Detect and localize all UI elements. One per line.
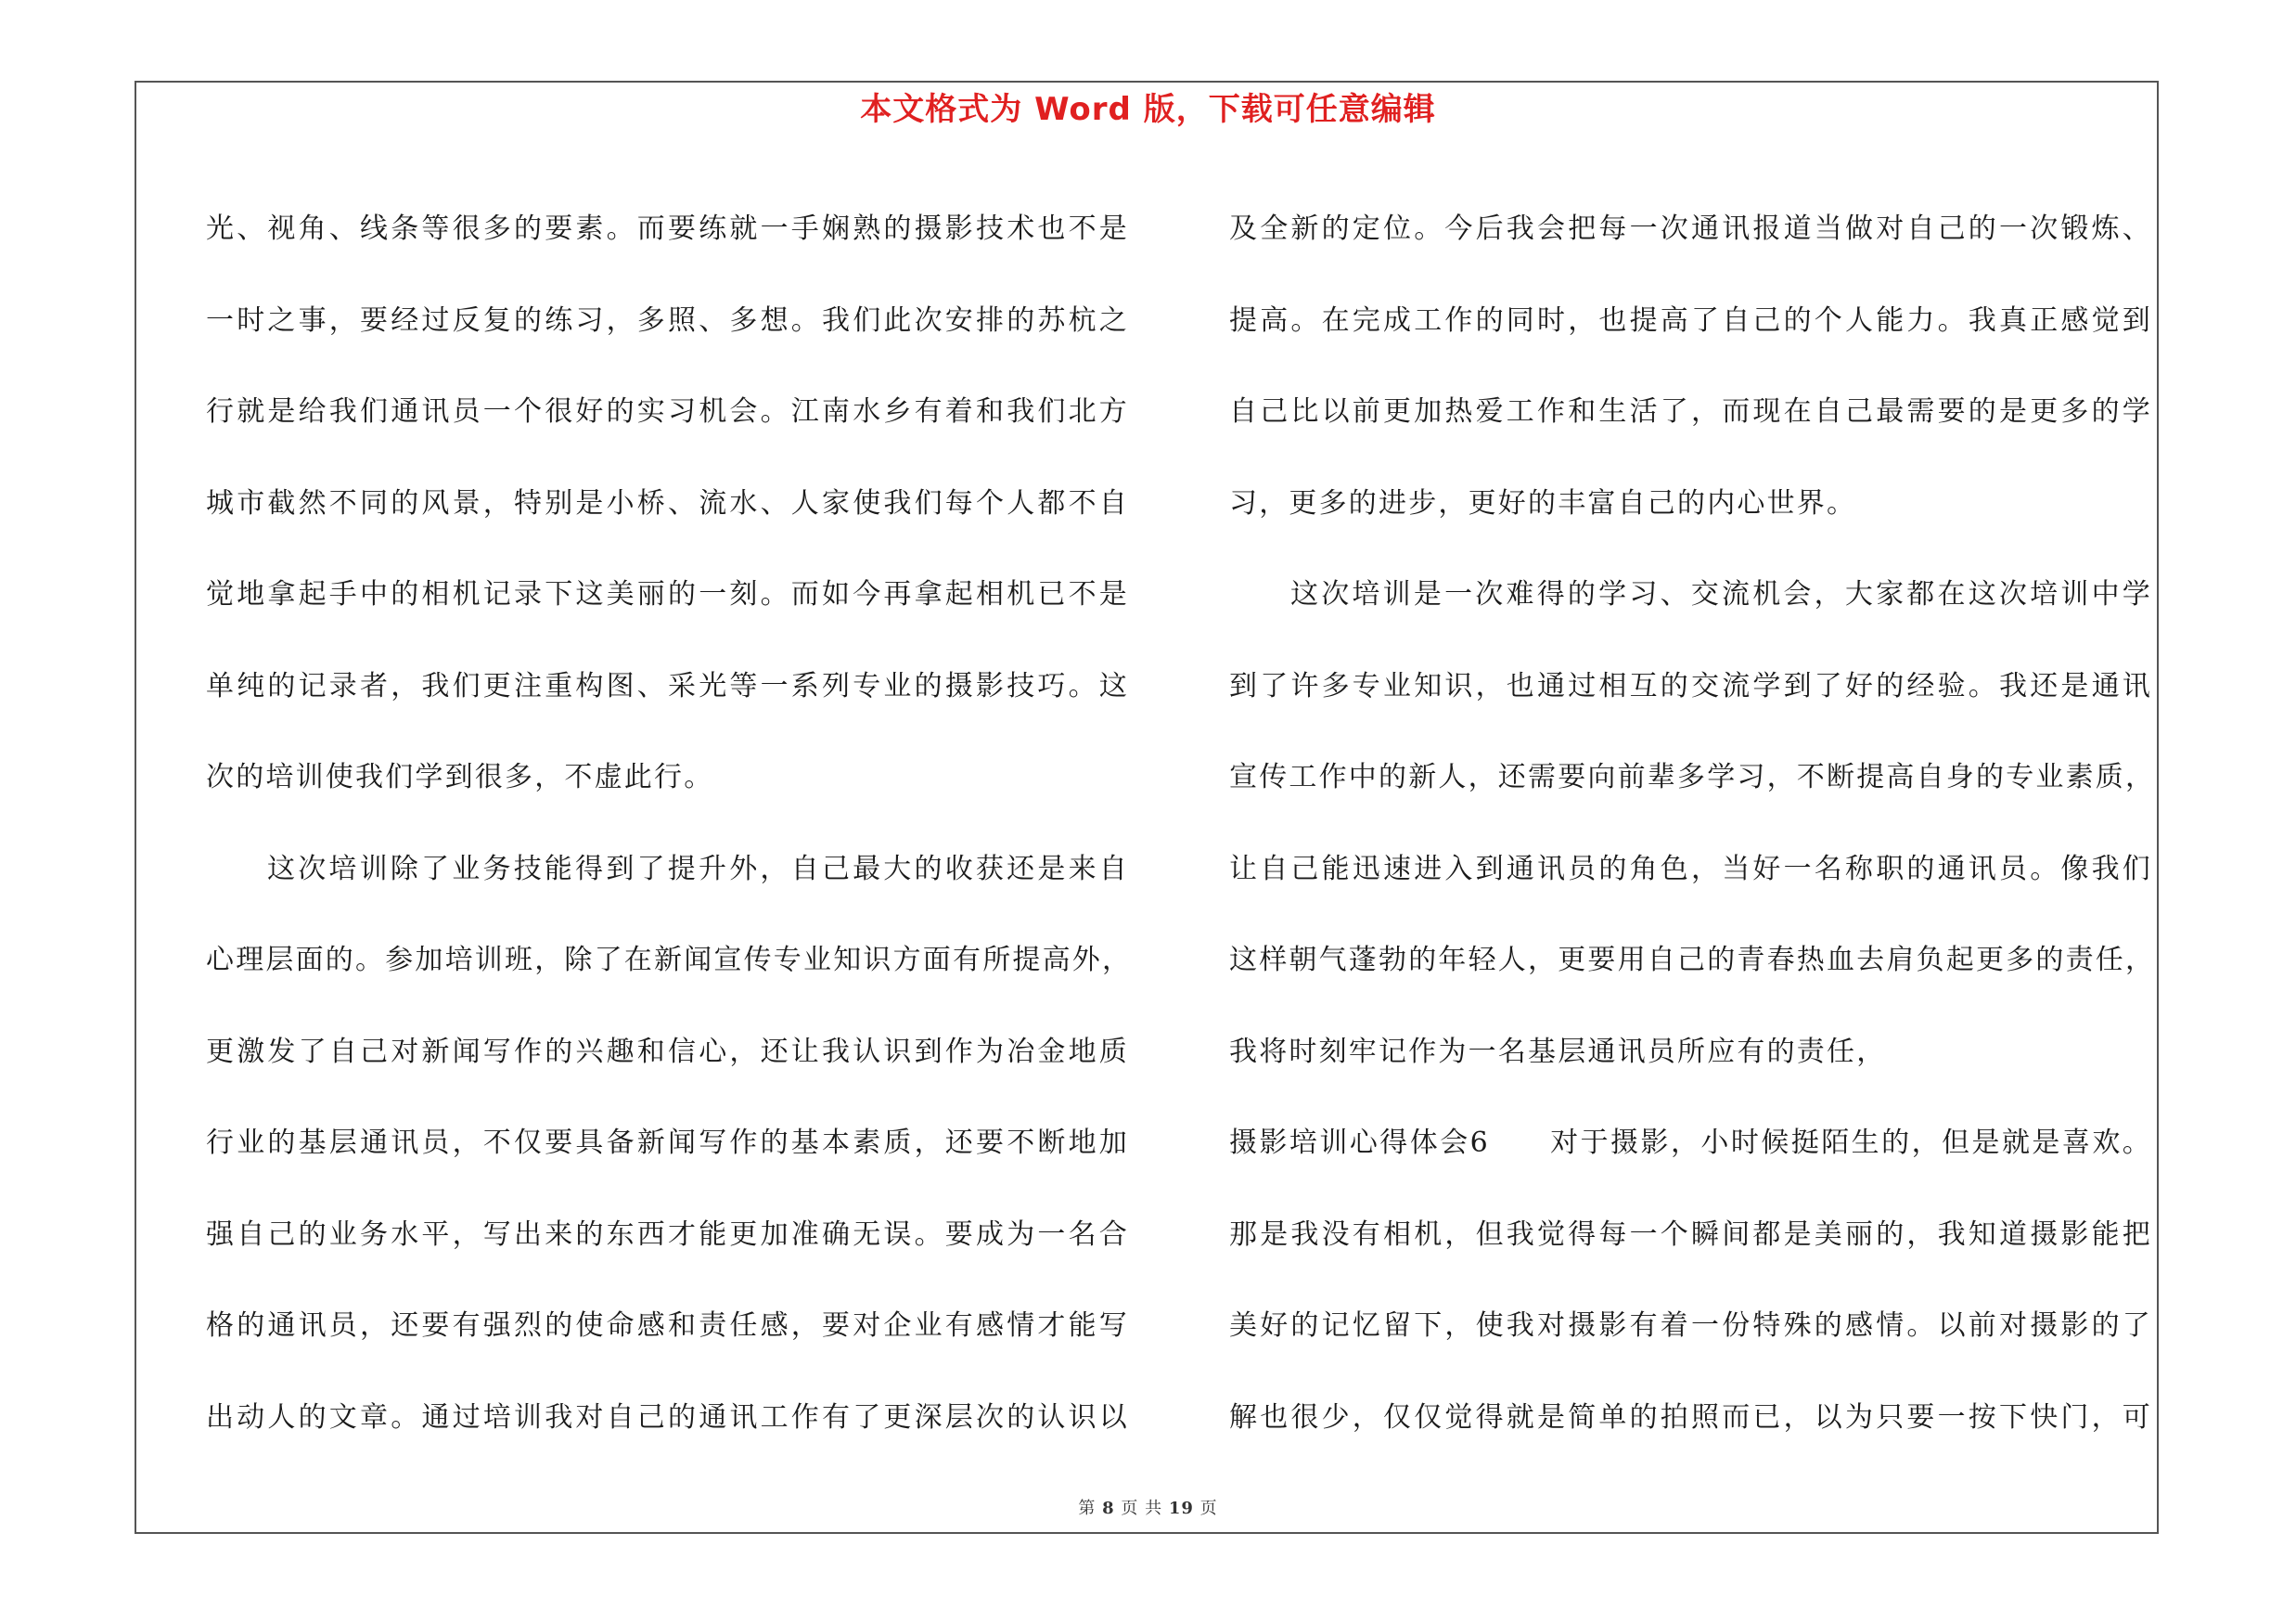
text-line: 格的通讯员，还要有强烈的使命感和责任感，要对企业有感情才能写 (206, 1309, 1129, 1342)
text-line: 这样朝气蓬勃的年轻人，更要用自己的青春热血去肩负起更多的责任， (1229, 944, 2156, 976)
paragraph-start-line: 这次培训除了业务技能得到了提升外，自己最大的收获还是来自 (267, 852, 1129, 885)
paragraph-start-line: 这次培训是一次难得的学习、交流机会，大家都在这次培训中学 (1290, 578, 2152, 611)
text-line: 到了许多专业知识，也通过相互的交流学到了好的经验。我还是通讯 (1229, 669, 2152, 702)
text-line: 强自己的业务水平，写出来的东西才能更加准确无误。要成为一名合 (206, 1217, 1129, 1251)
text-line: 次的培训使我们学到很多，不虚此行。 (206, 761, 714, 793)
page-footer (0, 1495, 2296, 1519)
footer-prefix: 第 (1078, 1499, 1097, 1518)
text-line: 行就是给我们通讯员一个很好的实习机会。江南水乡有着和我们北方 (206, 395, 1129, 428)
text-line: 觉地拿起手中的相机记录下这美丽的一刻。而如今再拿起相机已不是 (206, 578, 1129, 611)
text-line: 出动人的文章。通过培训我对自己的通讯工作有了更深层次的认识以 (206, 1400, 1129, 1434)
text-line: 美好的记忆留下，使我对摄影有着一份特殊的感情。以前对摄影的了 (1229, 1309, 2152, 1342)
text-line: 那是我没有相机，但我觉得每一个瞬间都是美丽的，我知道摄影能把 (1229, 1217, 2152, 1251)
text-line: 行业的基层通讯员，不仅要具备新闻写作的基本素质，还要不断地加 (206, 1127, 1129, 1159)
right-column (1229, 184, 2156, 1463)
text-line: 更激发了自己对新闻写作的兴趣和信心，还让我认识到作为冶金地质 (206, 1035, 1129, 1068)
section-heading-line: 摄影培训心得体会6 对于摄影，小时候挺陌生的，但是就是喜欢。 (1229, 1127, 2152, 1159)
text-line: 单纯的记录者，我们更注重构图、采光等一系列专业的摄影技巧。这 (206, 669, 1129, 702)
text-line: 解也很少，仅仅觉得就是简单的拍照而已，以为只要一按下快门，可 (1229, 1400, 2152, 1434)
footer-middle: 页 共 (1121, 1499, 1163, 1518)
footer-suffix: 页 (1199, 1499, 1218, 1518)
text-line: 及全新的定位。今后我会把每一次通讯报道当做对自己的一次锻炼、 (1229, 213, 2152, 245)
text-line: 光、视角、线条等很多的要素。而要练就一手娴熟的摄影技术也不是 (206, 213, 1129, 245)
text-line: 城市截然不同的风景，特别是小桥、流水、人家使我们每个人都不自 (206, 486, 1129, 520)
header-banner: 本文格式为 Word 版，下载可任意编辑 (860, 91, 1436, 128)
text-line: 提高。在完成工作的同时，也提高了自己的个人能力。我真正感觉到 (1229, 303, 2152, 337)
text-line: 心理层面的。参加培训班，除了在新闻宣传专业知识方面有所提高外， (206, 944, 1133, 976)
text-line: 让自己能迅速进入到通讯员的角色，当好一名称职的通讯员。像我们 (1229, 852, 2152, 885)
total-pages-number: 19 (1168, 1499, 1194, 1518)
text-line: 自己比以前更加热爱工作和生活了，而现在自己最需要的是更多的学 (1229, 395, 2152, 428)
text-line: 习，更多的进步，更好的丰富自己的内心世界。 (1229, 486, 1857, 520)
text-line: 我将时刻牢记作为一名基层通讯员所应有的责任， (1229, 1035, 1887, 1068)
left-column (206, 184, 1133, 1463)
text-line: 一时之事，要经过反复的练习，多照、多想。我们此次安排的苏杭之 (206, 303, 1129, 337)
text-line: 宣传工作中的新人，还需要向前辈多学习，不断提高自身的专业素质， (1229, 761, 2156, 793)
current-page-number: 8 (1102, 1499, 1115, 1518)
